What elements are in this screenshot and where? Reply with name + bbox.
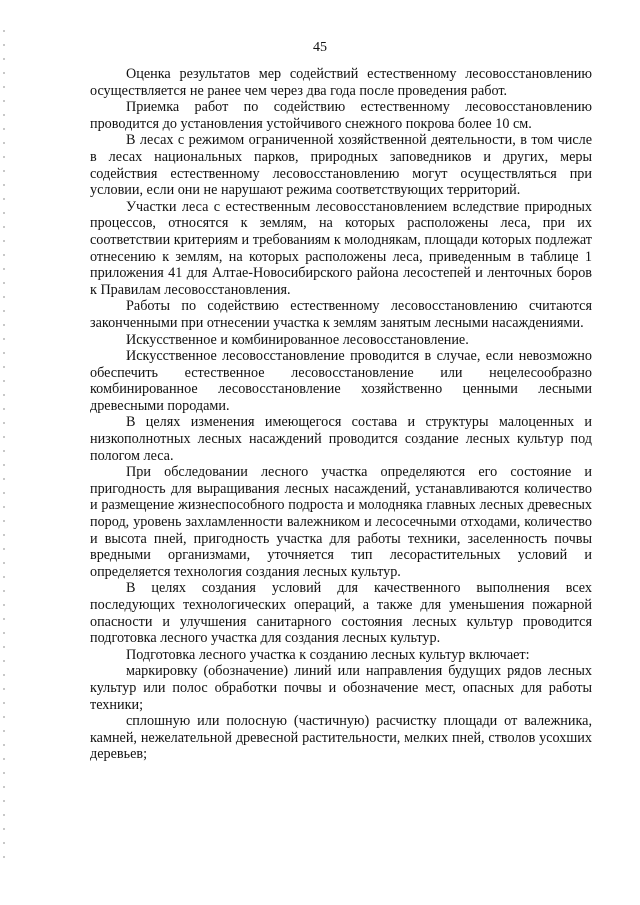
list-item: сплошную или полосную (частичную) расчистку площади от валежника, камней, нежелательной древесной растительности, мелких пней, стволов усохших деревьев;: [90, 713, 592, 763]
paragraph: Работы по содействию естественному лесовосстановлению считаются законченными при отнесении участка к землям занятым лесными насаждениями.: [90, 298, 592, 331]
paragraph: В лесах с режимом ограниченной хозяйственной деятельности, в том числе в лесах национальных парков, природных заповедников и других, меры содействия естественному лесовосстановлению могут осуществляться при условии, если они не нарушают режима соответствующих территорий.: [90, 132, 592, 199]
paragraph: Оценка результатов мер содействий естественному лесовосстановлению осуществляется не ранее чем через два года после проведения работ.: [90, 66, 592, 99]
list-intro: Подготовка лесного участка к созданию лесных культур включает:: [126, 646, 530, 663]
scan-edge-marks: [3, 30, 5, 870]
section-heading: Искусственное и комбинированное лесовосстановление.: [126, 331, 469, 348]
paragraph: Участки леса с естественным лесовосстановлением вследствие природных процессов, относятся к землям, на которых расположены леса, при их соответствии критериям и требованиям к молоднякам, площади которых подлежат отнесению к землям, на которых расположены леса, приведенным в таблице 1 приложения 41 для Алтае-Новосибирского района лесостепей и ленточных боров к Правилам лесовосстановления.: [90, 198, 592, 298]
paragraph: В целях изменения имеющегося состава и структуры малоценных и низкополнотных лесных насаждений проводится создание лесных культур под пологом леса.: [90, 414, 592, 464]
list-item: маркировку (обозначение) линий или направления будущих рядов лесных культур или полос обработки почвы и обозначение мест, опасных для работы техники;: [90, 663, 592, 713]
paragraph: Искусственное лесовосстановление проводится в случае, если невозможно обеспечить естественное лесовосстановление или нецелесообразно комбинированное лесовосстановление хозяйственно ценными лесными древесными породами.: [90, 348, 592, 414]
paragraph: Приемка работ по содействию естественному лесовосстановлению проводится до установления устойчивого снежного покрова более 10 см.: [90, 99, 592, 132]
paragraph: При обследовании лесного участка определяются его состояние и пригодность для выращивания лесных насаждений, устанавливаются количество и размещение жизнеспособного подроста и молодняка главных лесных древесных пород, уровень захламленности валежником и лесосечными отходами, количество и высота пней, пригодность участка для работы техники, заселенность почвы вредными организмами, уточняется тип лесорастительных условий и определяется технология создания лесных культур.: [90, 464, 592, 580]
document-body: [90, 66, 592, 763]
page-number: 45: [313, 40, 327, 55]
paragraph: В целях создания условий для качественного выполнения всех последующих технологических операций, а также для уменьшения пожарной опасности и улучшения санитарного состояния лесных культур проводится подготовка лесного участка для создания лесных культур.: [90, 580, 592, 647]
